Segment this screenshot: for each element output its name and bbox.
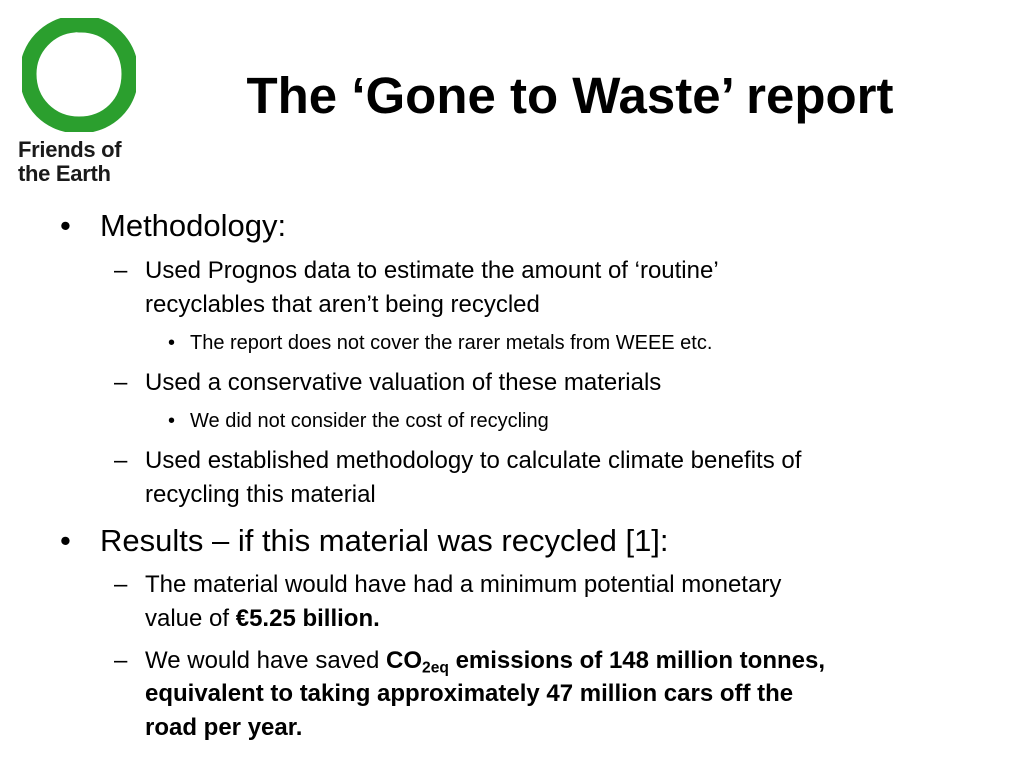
dash-marker: – (114, 571, 128, 598)
dash-marker: – (114, 369, 128, 396)
results-item-2-line-3: road per year. (145, 714, 303, 741)
bullet-marker: • (168, 332, 176, 354)
emissions-text: emissions of 148 million tonnes, (448, 647, 825, 674)
results-heading: Results – if this material was recycled [1]: (100, 523, 669, 558)
dash-marker: – (114, 647, 128, 674)
results-item-1-line-1: The material would have had a minimum potential monetary (145, 571, 782, 598)
methodology-item-2: Used a conservative valuation of these materials (145, 369, 662, 396)
co2-subscript: 2eq (422, 659, 449, 677)
results-item-2-line-2: equivalent to taking approximately 47 million cars off the (145, 680, 794, 707)
methodology-item-2-sub: We did not consider the cost of recycling (190, 410, 549, 432)
methodology-item-1-line-2: recyclables that aren’t being recycled (145, 291, 540, 318)
slide-title: The ‘Gone to Waste’ report (246, 67, 894, 124)
co2-label (386, 647, 825, 677)
results-item-2-line-1 (145, 644, 825, 678)
dash-marker: – (114, 447, 128, 474)
methodology-heading: Methodology: (100, 208, 287, 243)
methodology-item-1-sub: The report does not cover the rarer metals from WEEE etc. (190, 332, 713, 354)
methodology-item-3-line-2: recycling this material (145, 481, 376, 508)
results-item-1-prefix: value of (145, 605, 236, 632)
methodology-item-3-line-1: Used established methodology to calculate climate benefits of (145, 447, 802, 474)
monetary-value: €5.25 billion. (235, 605, 380, 632)
logo-line-2: the Earth (18, 161, 111, 186)
results-item-2-prefix: We would have saved (145, 647, 387, 674)
co2-text: CO (386, 647, 423, 674)
bullet-marker: • (60, 208, 71, 243)
bullet-marker: • (168, 410, 176, 432)
dash-marker: – (114, 257, 128, 284)
logo-line-1: Friends of (18, 137, 122, 162)
methodology-item-1-line-1: Used Prognos data to estimate the amount of ‘routine’ (145, 257, 719, 284)
bullet-marker: • (60, 523, 71, 558)
results-item-1-line-2 (145, 602, 380, 636)
